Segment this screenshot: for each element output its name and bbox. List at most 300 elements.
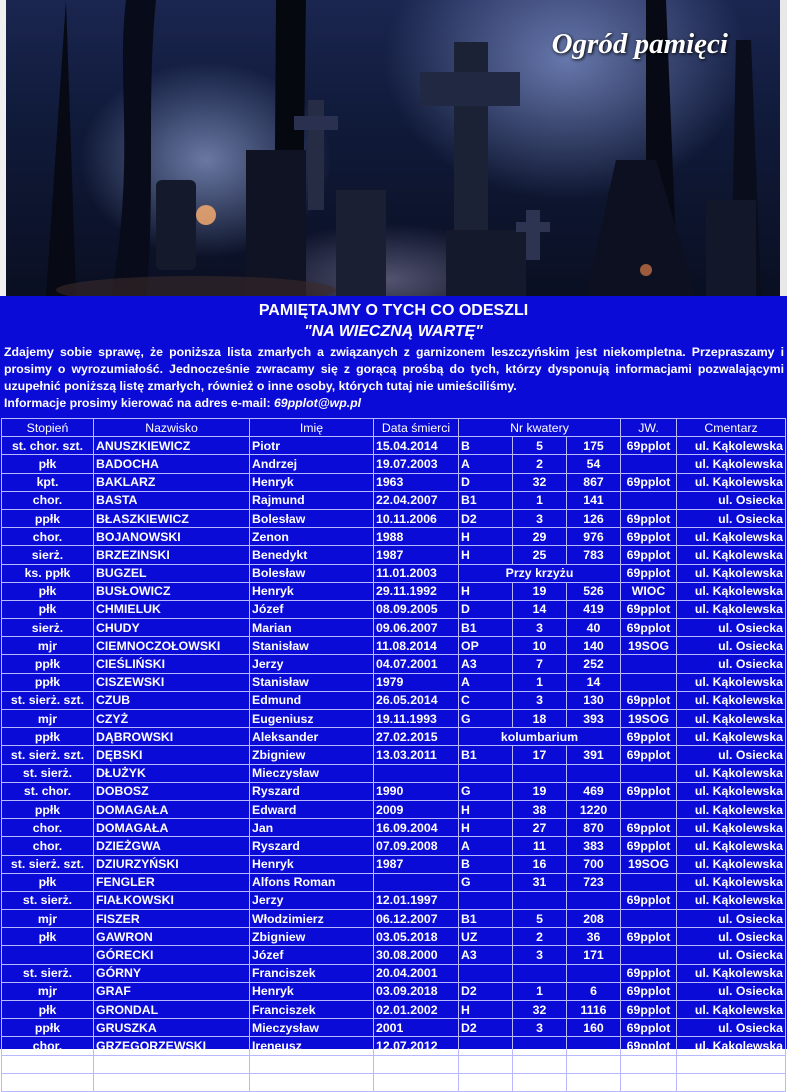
surname-cell: GRZESIAK [94,1055,250,1073]
table-row [2,528,786,546]
plot-row-cell: 1 [513,491,567,509]
name-cell: Henryk [250,982,374,1000]
plot-row-cell: 3 [513,619,567,637]
date-cell: 30.08.2000 [374,946,459,964]
surname-cell: CIEMNOCZOŁOWSKI [94,637,250,655]
unit-cell: 69pplot [621,837,677,855]
surname-cell: GÓRNY [94,964,250,982]
table-row [2,964,786,982]
name-cell: Aleksander [250,728,374,746]
plot-row-cell: 12 [513,1055,567,1073]
rank-cell: st. sierż. [2,964,94,982]
hero-title: Ogród pamięci [551,28,728,60]
date-cell: 10.11.2006 [374,509,459,527]
plot-section-cell: A16 [459,1055,513,1073]
cemetery-cell: ul. Kąkolewska [677,1073,786,1091]
table-row [2,491,786,509]
plot-row-cell: 2 [513,455,567,473]
surname-cell: GÓRECKI [94,946,250,964]
plot-row-cell: 3 [513,1019,567,1037]
plot-number-cell: 175 [567,437,621,455]
header-date: Data śmierci [374,419,459,437]
cemetery-cell: ul. Kąkolewska [677,473,786,491]
name-cell: Józef [250,600,374,618]
unit-cell: 69pplot [621,819,677,837]
plot-row-cell: 7 [513,1073,567,1091]
rank-cell: st. chor. szt. [2,437,94,455]
memorial-subheading: "NA WIECZNĄ WARTĘ" [304,323,483,340]
rank-cell: mjr [2,982,94,1000]
table-row [2,1037,786,1055]
plot-row-cell: 3 [513,691,567,709]
cemetery-cell: ul. Osiecka [677,746,786,764]
plot-section-cell [459,764,513,782]
table-row [2,946,786,964]
date-cell: 1987 [374,546,459,564]
date-cell: 1979 [374,673,459,691]
table-row [2,819,786,837]
surname-cell: DZIURZYŃSKI [94,855,250,873]
unit-cell: 69pplot [621,691,677,709]
memorial-heading: PAMIĘTAJMY O TYCH CO ODESZLI [258,302,529,319]
plot-section-cell: A3 [459,946,513,964]
rank-cell: chor. [2,819,94,837]
name-cell: Mieczysław [250,764,374,782]
surname-cell: CZUB [94,691,250,709]
table-row [2,564,786,582]
rank-cell: płk [2,928,94,946]
plot-section-cell: H [459,800,513,818]
plot-number-cell: 526 [567,582,621,600]
plot-section-cell: G [459,782,513,800]
plot-row-cell: 5 [513,910,567,928]
unit-cell: 19SOG [621,1073,677,1091]
table-header-row [2,419,786,437]
plot-row-cell: 10 [513,637,567,655]
unit-cell: 69pplot [621,1001,677,1019]
unit-cell: 69pplot [621,928,677,946]
date-cell [374,873,459,891]
rank-cell: ppłk [2,1055,94,1073]
plot-section-cell: D [459,473,513,491]
cemetery-cell: ul. Kąkolewska [677,800,786,818]
date-cell: 27.02.2015 [374,728,459,746]
plot-number-cell: 252 [567,655,621,673]
unit-cell [621,655,677,673]
header-unit: JW. [621,419,677,437]
name-cell: Franciszek [250,964,374,982]
surname-cell: GRZEGORZEWSKI [94,1037,250,1055]
plot-note-cell: Przy krzyżu [459,564,621,582]
name-cell: Jan [250,819,374,837]
unit-cell: 69pplot [621,782,677,800]
plot-number-cell: 393 [567,710,621,728]
intro-paragraph: Zdajemy sobie sprawę, że poniższa lista zmarłych a związanych z garnizonem leszczyńskim jest niekompletna. Przepraszamy i prosimy o wyrozumiałość. Jednocześnie zwracamy się z gorącą prośbą do tych, którzy dysponują informacjami pozwalającymi uzupełnić poniższą listę zmarłych, również o inne osoby, których tutaj nie umieściliśmy. [4,345,784,393]
rank-cell: kpt. [2,473,94,491]
date-cell: 19.07.2003 [374,455,459,473]
plot-row-cell [513,764,567,782]
rank-cell: chor. [2,528,94,546]
surname-cell: CHMIELUK [94,600,250,618]
name-cell: Bolesław [250,564,374,582]
surname-cell: BADOCHA [94,455,250,473]
plot-section-cell: H [459,1001,513,1019]
name-cell: Józef [250,946,374,964]
table-row [2,582,786,600]
table-row [2,637,786,655]
rank-cell: mjr [2,710,94,728]
date-cell: 16.09.2004 [374,819,459,837]
cemetery-cell: ul. Kąkolewska [677,728,786,746]
cemetery-cell: ul. Osiecka [677,1019,786,1037]
intro-text [4,344,784,412]
plot-number-cell: 383 [567,837,621,855]
plot-row-cell: 5 [513,437,567,455]
surname-cell: CIEŚLIŃSKI [94,655,250,673]
name-cell: Henryk [250,473,374,491]
plot-section-cell: H [459,528,513,546]
rank-cell: st. sierż. szt. [2,746,94,764]
date-cell: 26.05.2014 [374,691,459,709]
cemetery-cell: ul. Osiecka [677,655,786,673]
date-cell: 29.11.1992 [374,582,459,600]
surname-cell: DŁUŻYK [94,764,250,782]
plot-row-cell: 19 [513,782,567,800]
cemetery-cell: ul. Kąkolewska [677,564,786,582]
rank-cell: ppłk [2,1073,94,1091]
plot-row-cell: 38 [513,800,567,818]
plot-section-cell: B1 [459,619,513,637]
name-cell: Edmund [250,691,374,709]
plot-row-cell: 14 [513,600,567,618]
date-cell: 1963 [374,473,459,491]
plot-row-cell: 29 [513,528,567,546]
rank-cell: st. chor. [2,782,94,800]
cemetery-cell: ul. Kąkolewska [677,891,786,909]
cemetery-cell: ul. Kąkolewska [677,764,786,782]
plot-number-cell [567,764,621,782]
plot-section-cell [459,891,513,909]
surname-cell: GAWRON [94,928,250,946]
rank-cell: ppłk [2,655,94,673]
plot-section-cell: D2 [459,509,513,527]
rank-cell: płk [2,873,94,891]
unit-cell [621,673,677,691]
plot-section-cell: OP [459,637,513,655]
unit-cell: 69pplot [621,619,677,637]
plot-section-cell: H [459,546,513,564]
plot-row-cell: 32 [513,473,567,491]
table-row [2,1001,786,1019]
plot-number-cell: 36 [567,928,621,946]
name-cell: Henryk [250,582,374,600]
date-cell: 22.04.2007 [374,491,459,509]
plot-row-cell: 1 [513,982,567,1000]
plot-number-cell: 171 [567,946,621,964]
unit-cell [621,873,677,891]
table-row [2,1019,786,1037]
surname-cell: BRZEZINSKI [94,546,250,564]
table-row [2,855,786,873]
table-row [2,982,786,1000]
unit-cell [621,764,677,782]
unit-cell: 69pplot [621,1055,677,1073]
cemetery-cell: ul. Osiecka [677,928,786,946]
unit-cell: 69pplot [621,528,677,546]
image-border-right [780,0,787,296]
plot-section-cell [459,964,513,982]
date-cell: 03.09.2018 [374,982,459,1000]
date-cell: 07.09.2008 [374,837,459,855]
name-cell: Jerzy [250,891,374,909]
header-name: Imię [250,419,374,437]
plot-section-cell: C [459,691,513,709]
plot-row-cell: 27 [513,819,567,837]
date-cell: 1988 [374,528,459,546]
contact-label: Informacje prosimy kierować na adres e-mail: [4,396,271,410]
plot-number-cell: 208 [567,910,621,928]
cemetery-cell: ul. Kąkolewska [677,819,786,837]
rank-cell: ppłk [2,509,94,527]
date-cell: 13.03.2011 [374,746,459,764]
date-cell: 11.08.2014 [374,637,459,655]
header-rank: Stopień [2,419,94,437]
plot-number-cell: 54 [567,455,621,473]
surname-cell: DOBOSZ [94,782,250,800]
plot-number-cell: 783 [567,546,621,564]
name-cell: Stanisław [250,673,374,691]
rank-cell: płk [2,455,94,473]
unit-cell: 69pplot [621,982,677,1000]
plot-section-cell: A [459,837,513,855]
date-cell: 19.11.1993 [374,710,459,728]
unit-cell: 69pplot [621,546,677,564]
table-row [2,764,786,782]
plot-row-cell: 16 [513,855,567,873]
plot-section-cell: D2 [459,982,513,1000]
plot-number-cell: 140 [567,637,621,655]
surname-cell: FISZER [94,910,250,928]
unit-cell: 69pplot [621,437,677,455]
date-cell: 08.09.2005 [374,600,459,618]
plot-number-cell: 160 [567,1019,621,1037]
header-surname: Nazwisko [94,419,250,437]
plot-section-cell [459,1037,513,1055]
plot-row-cell: 1 [513,673,567,691]
name-cell: Ireneusz [250,1037,374,1055]
name-cell: Roman [250,1055,374,1073]
plot-section-cell: D [459,600,513,618]
name-cell: Zbigniew [250,746,374,764]
plot-row-cell: 17 [513,746,567,764]
date-cell: 12.01.1997 [374,891,459,909]
rank-cell: ppłk [2,1019,94,1037]
unit-cell: 69pplot [621,600,677,618]
unit-cell: 69pplot [621,564,677,582]
name-cell: Zbigniew [250,928,374,946]
plot-number-cell: 867 [567,473,621,491]
plot-number-cell: 419 [567,600,621,618]
plot-section-cell: B [459,855,513,873]
surname-cell: DĄBROWSKI [94,728,250,746]
surname-cell: GWAZDACZ [94,1073,250,1091]
name-cell: Mieczysław [250,1019,374,1037]
surname-cell: GRAF [94,982,250,1000]
rank-cell: płk [2,600,94,618]
unit-cell: 69pplot [621,509,677,527]
cemetery-cell: ul. Kąkolewska [677,582,786,600]
surname-cell: BAKLARZ [94,473,250,491]
surname-cell: ANUSZKIEWICZ [94,437,250,455]
rank-cell: mjr [2,637,94,655]
plot-section-cell: G [459,710,513,728]
table-row [2,546,786,564]
plot-number-cell: 469 [567,782,621,800]
plot-section-cell: H [459,819,513,837]
name-cell: Andrzej [250,455,374,473]
plot-number-cell: 700 [567,855,621,873]
rank-cell [2,946,94,964]
hero-image [6,0,780,296]
table-row [2,455,786,473]
plot-number-cell: 126 [567,509,621,527]
plot-row-cell: 19 [513,582,567,600]
plot-number-cell: 130 [567,691,621,709]
plot-row-cell: 3 [513,946,567,964]
date-cell: 12.07.2012 [374,1037,459,1055]
plot-number-cell: 1116 [567,1001,621,1019]
surname-cell: DĘBSKI [94,746,250,764]
cemetery-cell: ul. Kąkolewska [677,600,786,618]
rank-cell: st. sierż. [2,891,94,909]
rank-cell: st. sierż. szt. [2,691,94,709]
cemetery-cell: ul. Osiecka [677,910,786,928]
name-cell: Henryk [250,855,374,873]
header-cemetery: Cmentarz [677,419,786,437]
plot-row-cell: 2 [513,928,567,946]
cemetery-cell: ul. Kąkolewska [677,1037,786,1055]
unit-cell: 69pplot [621,1019,677,1037]
plot-number-cell: 6 [567,982,621,1000]
plot-number-cell: 1220 [567,800,621,818]
cemetery-cell: ul. Osiecka [677,946,786,964]
contact-email-link[interactable]: 69pplot@wp.pl [273,396,362,410]
surname-cell: BUGZEL [94,564,250,582]
surname-cell: GRONDAL [94,1001,250,1019]
plot-row-cell: 18 [513,710,567,728]
cemetery-cell: ul. Kąkolewska [677,673,786,691]
plot-section-cell: G [459,873,513,891]
cemetery-cell: ul. Kąkolewska [677,528,786,546]
intro-contact [4,395,784,412]
date-cell: 25.08.1986 [374,1055,459,1073]
rank-cell: chor. [2,491,94,509]
unit-cell: WIOC [621,582,677,600]
rank-cell: chor. [2,837,94,855]
surname-cell: DOMAGAŁA [94,800,250,818]
name-cell: Włodzimierz [250,910,374,928]
date-cell: 02.01.2002 [374,1001,459,1019]
date-cell: 1990 [374,782,459,800]
name-cell: Ryszard [250,782,374,800]
unit-cell: 69pplot [621,746,677,764]
cemetery-cell: ul. Osiecka [677,1055,786,1073]
table-row [2,437,786,455]
plot-section-cell: B1 [459,491,513,509]
date-cell: 1987 [374,855,459,873]
plot-row-cell [513,1037,567,1055]
rank-cell: ppłk [2,728,94,746]
name-cell: Marian [250,619,374,637]
plot-row-cell: 25 [513,546,567,564]
name-cell: Stanisław [250,637,374,655]
plot-section-cell: D2 [459,1019,513,1037]
table-row [2,509,786,527]
plot-section-cell: B1 [459,910,513,928]
name-cell: Franciszek [250,1001,374,1019]
rank-cell: mjr [2,910,94,928]
table-row [2,728,786,746]
plot-row-cell: 3 [513,509,567,527]
plot-number-cell: 976 [567,528,621,546]
table-row [2,891,786,909]
table-row [2,655,786,673]
cemetery-cell: ul. Osiecka [677,509,786,527]
table-body [2,437,786,1092]
unit-cell: 69pplot [621,891,677,909]
table-row [2,910,786,928]
rank-cell: st. sierż. szt. [2,855,94,873]
name-cell: Alfons Roman [250,873,374,891]
surname-cell: CISZEWSKI [94,673,250,691]
table-row [2,800,786,818]
plot-section-cell: A [459,455,513,473]
unit-cell [621,946,677,964]
date-cell: 04.07.2001 [374,655,459,673]
unit-cell: 19SOG [621,855,677,873]
plot-row-cell: 31 [513,873,567,891]
date-cell: 2009 [374,800,459,818]
rank-cell: ks. ppłk [2,564,94,582]
unit-cell: 19SOG [621,710,677,728]
plot-number-cell: 391 [567,746,621,764]
name-cell: Rajmund [250,491,374,509]
surname-cell: DOMAGAŁA [94,819,250,837]
cemetery-cell: ul. Kąkolewska [677,1001,786,1019]
rank-cell: chor. [2,1037,94,1055]
plot-row-cell [513,964,567,982]
cemetery-cell: ul. Kąkolewska [677,437,786,455]
unit-cell [621,491,677,509]
unit-cell: 19SOG [621,637,677,655]
surname-cell: FENGLER [94,873,250,891]
surname-cell: FIAŁKOWSKI [94,891,250,909]
table-row [2,600,786,618]
date-cell: 06.12.2007 [374,910,459,928]
unit-cell [621,800,677,818]
plot-section-cell: H [459,582,513,600]
rank-cell: płk [2,582,94,600]
plot-row-cell [513,891,567,909]
rank-cell: sierż. [2,619,94,637]
cemetery-cell: ul. Kąkolewska [677,964,786,982]
name-cell: Zenon [250,528,374,546]
unit-cell: 69pplot [621,473,677,491]
cemetery-cell: ul. Kąkolewska [677,455,786,473]
surname-cell: BUSŁOWICZ [94,582,250,600]
plot-number-cell: 141 [567,491,621,509]
unit-cell: 69pplot [621,964,677,982]
